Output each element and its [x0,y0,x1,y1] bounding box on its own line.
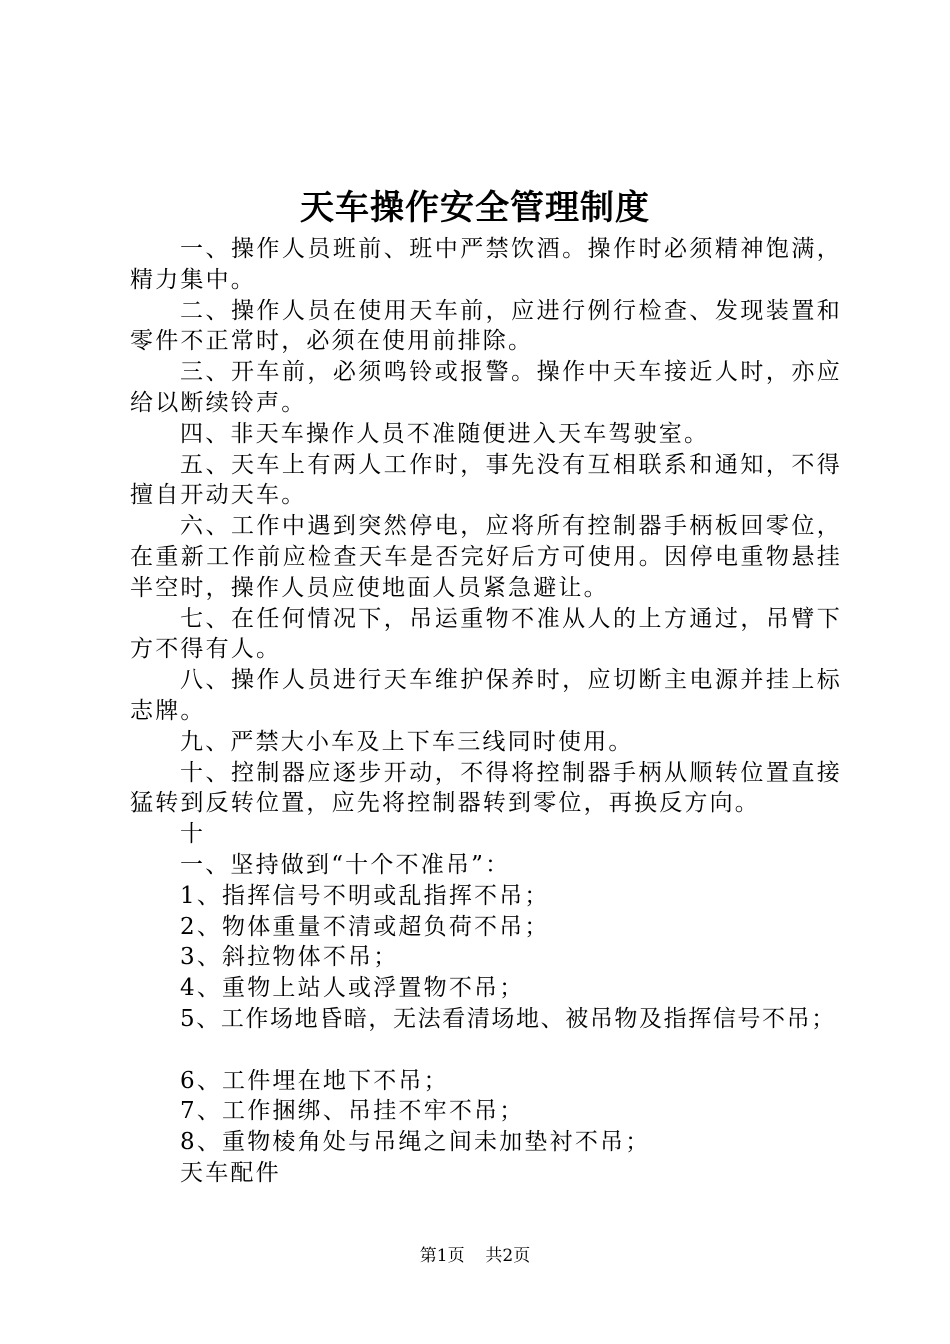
paragraph-3: 三、开车前，必须鸣铃或报警。操作中天车接近人时，亦应给以断续铃声。 [130,359,842,416]
page-footer [0,1244,950,1268]
paragraph-10: 十、控制器应逐步开动，不得将控制器手柄从顺转位置直接猛转到反转位置，应先将控制器转到零位，再换反方向。 [130,759,842,817]
section-heading: 一、坚持做到“十个不准吊”： [180,851,511,878]
rule-item-7: 7、工作捆绑、吊挂不牢不吊； [180,1098,525,1125]
document-body [130,234,842,1189]
rule-item-4: 4、重物上站人或浮置物不吊； [180,975,525,1002]
rule-item-8: 8、重物棱角处与吊绳之间未加垫衬不吊； [180,1129,651,1156]
blank-line [130,1035,842,1066]
rule-item-1: 1、指挥信号不明或乱指挥不吊； [180,882,550,909]
paragraph-5: 五、天车上有两人工作时，事先没有互相联系和通知，不得擅自开动天车。 [130,451,842,509]
page-number: 第1页 [419,1246,465,1266]
rule-item-3: 3、斜拉物体不吊； [180,944,399,971]
paragraph-8: 八、操作人员进行天车维护保养时，应切断主电源并挂上标志牌。 [130,667,842,724]
paragraph-6: 六、工作中遇到突然停电，应将所有控制器手柄板回零位，在重新工作前应检查天车是否完好后方可使用。因停电重物悬挂半空时，操作人员应使地面人员紧急避让。 [130,513,842,601]
paragraph-9: 九、严禁大小车及上下车三线同时使用。 [180,728,634,755]
document-title: 天车操作安全管理制度 [300,188,650,228]
rule-item-2: 2、物体重量不清或超负荷不吊； [180,913,550,940]
rule-item-6: 6、工件埋在地下不吊； [180,1067,449,1094]
paragraph-2: 二、操作人员在使用天车前，应进行例行检查、发现装置和零件不正常时，必须在使用前排除。 [130,297,842,355]
paragraph-7: 七、在任何情况下，吊运重物不准从人的上方通过，吊臂下方不得有人。 [130,605,842,663]
paragraph-1: 一、操作人员班前、班中严禁饮酒。操作时必须精神饱满，精力集中。 [130,236,842,293]
paragraph-4: 四、非天车操作人员不准随便进入天车驾驶室。 [180,420,710,447]
page-total: 共2页 [485,1246,531,1266]
rule-item-5: 5、工作场地昏暗，无法看清场地、被吊物及指挥信号不吊； [180,1005,836,1032]
line-shi: 十 [180,821,206,848]
trailing-text: 天车配件 [180,1159,281,1186]
